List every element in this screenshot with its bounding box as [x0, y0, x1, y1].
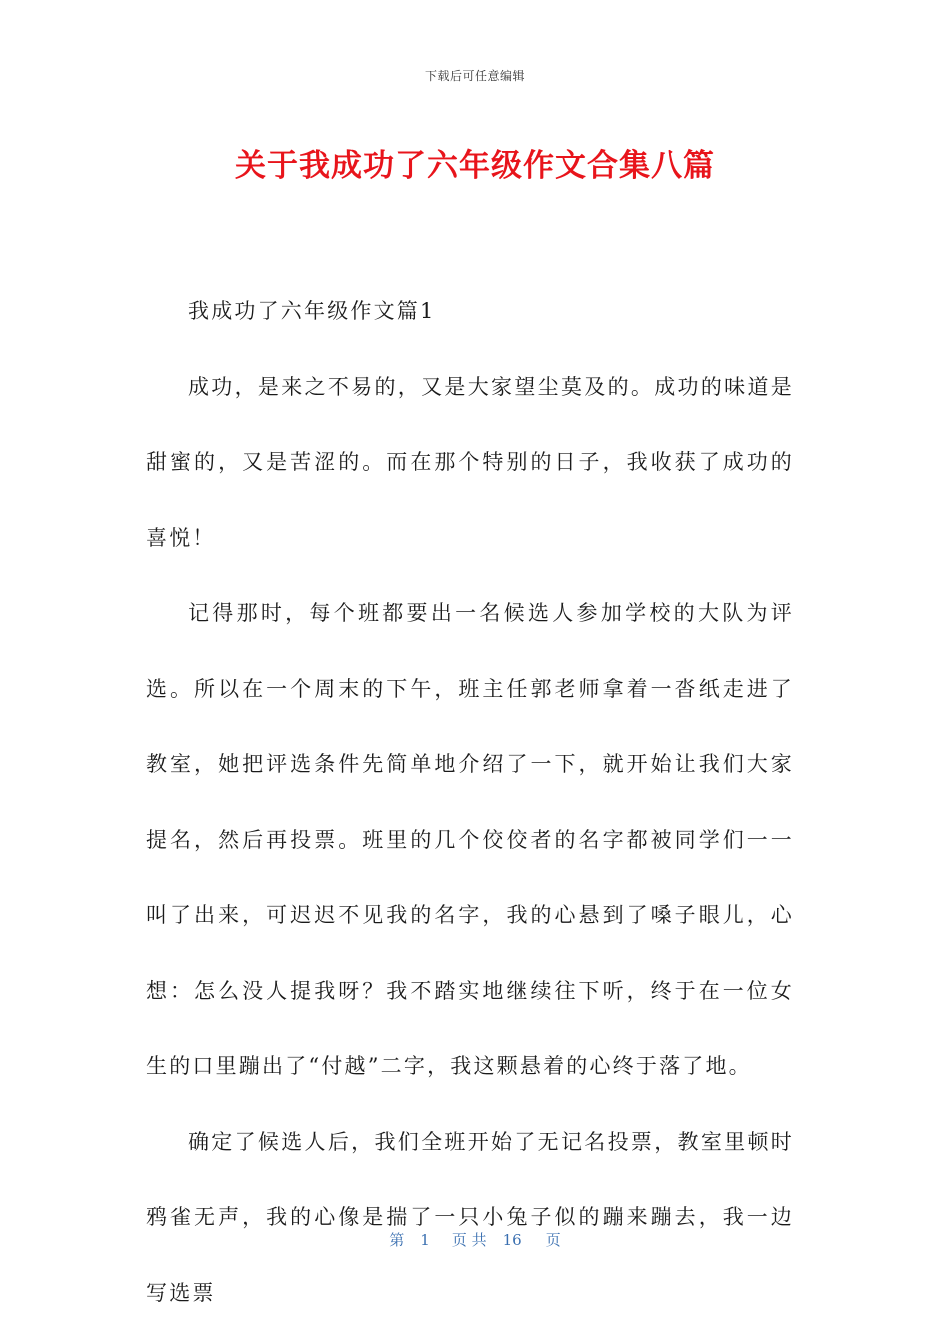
footer-prefix: 第: [389, 1231, 405, 1249]
document-body: [146, 274, 794, 1331]
paragraph: 记得那时，每个班都要出一名候选人参加学校的大队为评选。所以在一个周末的下午，班主任郭老师拿着一沓纸走进了教室，她把评选条件先简单地介绍了一下，就开始让我们大家提名，然后再投票。班里的几个佼佼者的名字都被同学们一一叫了出来，可迟迟不见我的名字，我的心悬到了嗓子眼儿，心想：怎么没人提我呀？我不踏实地继续往下听，终于在一位女生的口里蹦出了“付越”二字，我这颗悬着的心终于落了地。: [146, 601, 794, 1078]
paragraph: 成功，是来之不易的，又是大家望尘莫及的。成功的味道是甜蜜的，又是苦涩的。而在那个特别的日子，我收获了成功的喜悦！: [146, 374, 794, 550]
footer-suffix: 页: [545, 1231, 561, 1249]
header-note: 下载后可任意编辑: [424, 69, 525, 83]
paragraph: 确定了候选人后，我们全班开始了无记名投票，教室里顿时鸦雀无声，我的心像是揣了一只小兔子似的蹦来蹦去，我一边写选票: [146, 1129, 794, 1305]
footer-middle: 页 共: [451, 1231, 487, 1249]
total-pages-number: 16: [502, 1231, 522, 1249]
document-title: 关于我成功了六年级作文合集八篇: [235, 148, 715, 184]
page-footer: [0, 1229, 950, 1250]
section-heading: 我成功了六年级作文篇1: [188, 299, 436, 323]
current-page-number: 1: [420, 1231, 430, 1249]
